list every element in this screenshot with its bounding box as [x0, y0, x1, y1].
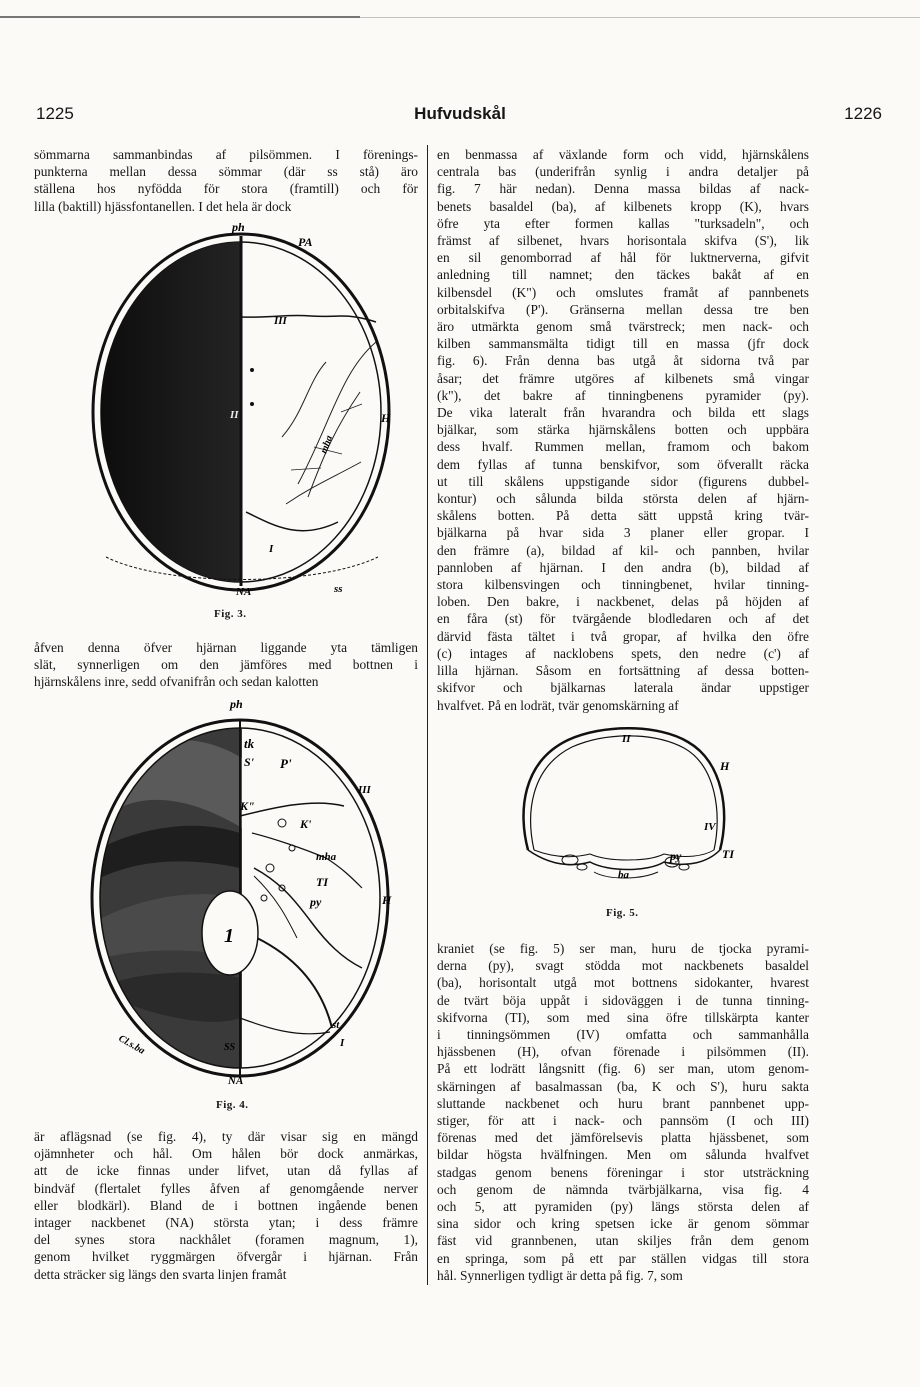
text-line: hjässbenen (H), ofvan förenade i pilsömmen (II). [437, 1044, 809, 1060]
text-line: sina sidor och kring spetsen icke är genom sömmar [437, 1216, 809, 1232]
page-number-left: 1225 [36, 104, 74, 123]
text-line: (k"), det bakre af tinningbenens pyramider (py). [437, 387, 809, 403]
text-line: en fåra (st) för tvärgående blodledaren och af det [437, 611, 809, 627]
fig3-label-h: H [381, 411, 391, 425]
fig3-label-i: I [269, 543, 274, 555]
text-line: lilla hjärnan. Såsom en fortsättning af dessa botten- [437, 663, 809, 679]
text-line: hål. Synnerligen tydligt är detta på fig. 7, som [437, 1267, 683, 1283]
fig5-label-iv: IV [704, 821, 716, 833]
fig5-label-ti: TI [722, 847, 734, 861]
text-line: bindväf (flertalet fylles åfven af genomgående nerver [34, 1180, 418, 1196]
text-line: den främre (a), bildad af kil- och pannben, hvilar [437, 542, 809, 558]
fig4-label-py: py [310, 895, 322, 909]
fig5-label-ii: II [622, 733, 631, 745]
text-line: De vika lateralt från hvarandra och bilda ett slags [437, 405, 809, 421]
figure-4-caption: Fig. 4. [216, 1099, 249, 1111]
text-line: dess hvalf. Rummen mellan, framom och bakom [437, 439, 809, 455]
text-line: ställena hos nyfödda för stora (framtill) och för [34, 181, 418, 197]
page-header [30, 104, 890, 128]
text-line: intager nackbenet (NA) största ytan; i dess främre [34, 1215, 418, 1231]
text-line: fig. 6). Från denna bas utgå åt sidorna två par [437, 353, 809, 369]
right-paragraph-1 [437, 146, 809, 714]
fig3-label-iii: III [274, 315, 287, 327]
text-line: kraniet (se fig. 5) ser man, huru de tjocka pyrami- [437, 941, 809, 956]
scan-edge-mark [0, 16, 360, 18]
text-line: bjälkar, som stärka hjärnskålens botten och uppbära [437, 422, 809, 438]
fig4-label-i: I [340, 1037, 345, 1049]
fig3-label-na: NA [236, 586, 252, 598]
fig4-label-st: st [332, 1019, 340, 1031]
fig3-label-ss: ss [334, 583, 343, 595]
text-line: anledning till namnet; den täckes bakåt af en [437, 267, 809, 283]
text-line: stadgas genom benens föreningar i stor utsträckning [437, 1164, 809, 1180]
fig4-label-s: S' [244, 755, 255, 769]
text-line: fig. 7 här nedan). Denna massa bildas af nack- [437, 181, 809, 197]
text-line: derna (py), svagt stödda mot nackbenets basaldel [437, 958, 809, 974]
text-line: På ett lodrätt långsnitt (fig. 6) ser man, utom genom- [437, 1061, 809, 1077]
fig4-label-iii: III [358, 784, 371, 796]
fig4-label-tk: tk [244, 736, 255, 751]
fig5-label-h: H [720, 759, 730, 773]
fig4-label-h: H [382, 893, 392, 907]
fig3-label-pa: PA [298, 235, 313, 249]
fig4-label-ti: TI [316, 875, 328, 889]
text-line: benets basaldel (ba), af kilbenets kropp (K), hvars [437, 198, 809, 214]
text-line: dem fyllas af tunna benskifvor, som öfverallt räcka [437, 456, 809, 472]
text-line: och genom de nämnda tvärbjälkarna, visa fig. 4 [437, 1181, 809, 1197]
text-line: genom hvilket ryggmärgen öfvergår i hjärnan. Från [34, 1249, 418, 1265]
text-line: del synes stora nackhålet (foramen magnum, 1), [34, 1232, 418, 1248]
fig4-label-1: 1 [224, 925, 234, 947]
left-paragraph-2 [34, 639, 418, 691]
text-line: orbitalskifva (P'). Gränserna mellan dessa tre ben [437, 301, 809, 317]
fig4-label-na: NA [228, 1075, 244, 1087]
text-line: förenas med det jämförelsevis platta hjässbenet, som [437, 1130, 809, 1146]
fig4-label-k2: K" [240, 799, 255, 813]
text-line: kontur) och sålunda bilda största delen af hjärn- [437, 491, 809, 507]
text-line: öfre yta efter formen kallas "turksadeln", och [437, 215, 809, 231]
text-line: bildar högsta hvälfningen. Men om sålunda hvalfvet [437, 1147, 809, 1163]
fig3-label-ph: ph [232, 222, 245, 234]
text-line: detta sträcker sig längs den svarta linjen framåt [34, 1266, 287, 1282]
column-divider [427, 145, 428, 1285]
text-line: punkterna mellan dessa sömmar (där ss stå) äro [34, 164, 418, 180]
text-line: fäst vid grannbenen, utan skiljes från dem genom [437, 1233, 809, 1249]
text-line: pannloben af hjärnan. I den andra (b), bildad af [437, 559, 809, 575]
fig4-label-p: P' [280, 756, 292, 771]
text-line: bjälkarna på hvar sida 3 planer eller gropar. I [437, 525, 809, 541]
text-line: skärningen af basalmassan (ba, K och S'), huru sakta [437, 1078, 809, 1094]
figure-4-skull-base-view [82, 698, 404, 1088]
left-paragraph-1 [34, 146, 418, 215]
text-line: lilla (baktill) hjässfontanellen. I det hela är dock [34, 198, 292, 214]
text-line: hjärnskålens inre, sedd ofvanifrån och sedan kalotten [34, 674, 319, 690]
page-number-right: 1226 [844, 104, 882, 123]
text-line: skifvor och bjälkarnas laterala ändar uppstiger [437, 680, 809, 696]
text-line: (ba), horisontalt utgå mot bottnens sidokanter, hvarest [437, 975, 809, 991]
text-line: eller blodkärl). Bland de i bottnen ingående benen [34, 1197, 418, 1213]
fig4-label-ss: SS [224, 1042, 236, 1053]
text-line: åfven denna öfver hjärnan liggande yta tämligen [34, 640, 418, 655]
text-line: kilben sammansmälta tidigt till en massa (jfr dock [437, 336, 809, 352]
text-line: sluttande nackbenet och huru brant pannbenet upp- [437, 1095, 809, 1111]
fig4-label-cl: Cl.s.ba [116, 1033, 147, 1057]
figure-3-skull-top-view [86, 222, 404, 600]
fig4-label-ph: ph [230, 698, 243, 711]
text-line: ut till skålens uppstigande sidor (figurens dubbel- [437, 473, 809, 489]
left-paragraph-3 [34, 1128, 418, 1283]
running-title: Hufvudskål [414, 104, 506, 123]
fig4-label-k1: K' [300, 817, 312, 831]
fig5-label-ba: ba [618, 869, 629, 881]
text-line: sömmarna sammanbindas af pilsömmen. I förenings- [34, 147, 418, 162]
text-line: därvid fästa tältet i två gropar, af hvilka den öfre [437, 628, 809, 644]
text-line: är aflägsnad (se fig. 4), ty där visar sig en mängd [34, 1129, 418, 1144]
text-line: skålens botten. På detta sätt uppstå kring tvär- [437, 508, 809, 524]
fig5-label-py: py [670, 849, 682, 863]
text-line: stora kilbensvingen och tinningbenet, hvilar tinning- [437, 577, 809, 593]
text-line: loben. Den bakre, i nackbenet, delas på höjden af [437, 594, 809, 610]
text-line: centrala bas (underifrån synlig i andra detaljer på [437, 164, 809, 180]
figure-5-skull-cross-section [508, 722, 744, 892]
text-line: ojämnheter och hål. Om hålen bör dock anmärkas, [34, 1146, 418, 1162]
text-line: främst af silbenet, hvars horisontala skifva (S'), lik [437, 233, 809, 249]
text-line: slät, synnerligen om den jämföres med bottnen i [34, 657, 418, 673]
text-line: att de icke finnas under lifvet, utan då fyllas af [34, 1163, 418, 1179]
text-line: kilbensdel (K") och omslutes framåt af pannbenets [437, 284, 809, 300]
text-line: en sil genomborrad af hål för luktnerverna, gifvit [437, 250, 809, 266]
figure-3-caption: Fig. 3. [214, 608, 247, 620]
figure-5-caption: Fig. 5. [606, 907, 639, 919]
text-line: skifvorna (TI), som med sina öfre tillskärpta kanter [437, 1009, 809, 1025]
fig3-label-mha: mha [318, 434, 336, 456]
text-line: åsar; det främre utgöres af kilbenets små vingar [437, 370, 809, 386]
right-paragraph-2 [437, 940, 809, 1284]
text-line: en benmassa af växlande form och vidd, hjärnskålens [437, 147, 809, 162]
text-line: en springa, som på ett par ställen vidgas till stora [437, 1250, 809, 1266]
fig4-label-mha: mha [316, 851, 337, 863]
text-line: stiger, för att i nack- och pannsöm (I och III) [437, 1113, 809, 1129]
text-line: och 5, att pyramiden (py) längs största delen af [437, 1199, 809, 1215]
text-line: de tvärt böja uppåt i sidoväggen i de tunna tinning- [437, 992, 809, 1008]
text-line: hvalfvet. På en lodrät, tvär genomskärning af [437, 697, 679, 713]
fig3-label-ii: II [230, 409, 239, 421]
text-line: (c) intages af nacklobens spets, den nedre (c') af [437, 645, 809, 661]
text-line: i tinningsömmen (IV) omfatta och sammanhålla [437, 1027, 809, 1043]
scan-edge-mark [360, 17, 920, 18]
text-line: äro utmärkta genom små tvärstreck; men nack- och [437, 319, 809, 335]
